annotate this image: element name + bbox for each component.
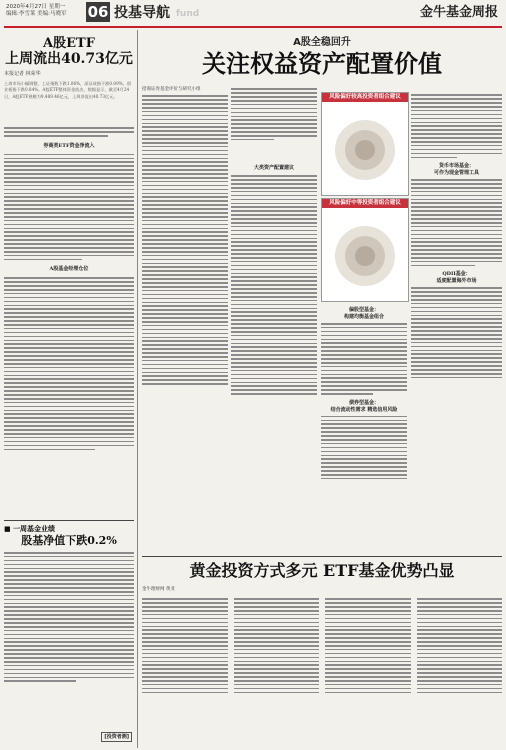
- subhead-money-market: 货币市场基金：: [438, 163, 474, 170]
- pie-ring-inner: [355, 246, 375, 266]
- subhead-bond: 债券型基金：: [348, 399, 379, 406]
- bottom-byline: 金牛理财网 黄亚: [142, 587, 175, 592]
- bottom-col-2: [234, 596, 320, 696]
- left-text-block-1: [4, 127, 134, 136]
- weekly-title: 股基净值下跌0.2%: [21, 534, 117, 547]
- weekly-kicker-text: 一周基金业绩: [13, 525, 56, 533]
- left-subhead-2: A股基金经理仓位: [49, 266, 89, 273]
- editors-text: 编辑:李雪莱 美编:马晓军: [6, 11, 67, 17]
- main-kicker: A股全稳回升: [293, 37, 351, 48]
- chart-high-risk-title: 风险偏好较高投资者组合建议: [322, 93, 408, 102]
- section-english: fund: [176, 9, 200, 19]
- date-text: 2020年4月27日 星期一: [6, 4, 66, 10]
- bottom-headline: 黄金投资方式多元 ETF基金优势凸显: [189, 561, 455, 580]
- main-headline-block: [142, 36, 502, 79]
- weekly-performance-article: [4, 524, 134, 746]
- weekly-footer-box: [投资者测]: [101, 732, 132, 742]
- bottom-columns: [142, 596, 502, 696]
- left-title-1: A股ETF: [43, 36, 95, 51]
- subhead-equity: 偏股型基金：: [348, 307, 379, 313]
- left-text-block-2: [4, 154, 134, 261]
- subhead-equity-2: 构建均衡基金组合: [343, 314, 384, 320]
- chart-mid-risk-title: 风险偏好中等投资者组合建议: [322, 199, 408, 208]
- main-col-1: [142, 86, 228, 551]
- main-col-3: [321, 304, 407, 552]
- chart-mid-risk: [321, 198, 409, 302]
- bottom-col-4: [417, 596, 503, 696]
- left-subhead-1: 券商类ETF资金净流入: [43, 142, 95, 149]
- subhead-bond-2: 结合流动性需求 精选信用风险: [330, 406, 398, 413]
- chart-high-risk-pie: [322, 102, 408, 194]
- masthead: 金牛基金周报: [419, 5, 498, 20]
- left-intro: 上周市场小幅调整，上证指数下跌1.06%，深证成指下跌0.09%，创业板指下跌0.84%。A股ETF整体资金流出，数据显示，截至4月24日，A股ETF规模为9,489.46亿元，上周净流出40.73亿元。: [4, 81, 132, 99]
- left-title-2: 上周流出40.73亿元: [5, 51, 133, 67]
- main-col-2: [231, 86, 317, 551]
- bottom-article: [142, 560, 502, 746]
- section-title: 投基导航: [114, 5, 170, 21]
- bottom-article-rule: [142, 556, 502, 557]
- subhead-qdii: QDII基金：: [442, 271, 471, 278]
- column-divider: [137, 30, 138, 748]
- subhead-money-market-2: 可作为现金管理工具: [433, 170, 479, 177]
- left-article: [4, 30, 134, 560]
- issue-date: [6, 4, 66, 18]
- page-number: 06: [87, 3, 109, 21]
- chart-high-risk: [321, 92, 409, 196]
- left-section-rule: [4, 520, 134, 521]
- pie-ring-inner: [355, 140, 375, 160]
- main-headline: 关注权益资产配置价值: [202, 49, 442, 78]
- chart-mid-risk-pie: [322, 208, 408, 300]
- weekly-text-block: [4, 552, 134, 682]
- subhead-qdii-2: 适度配置海外市场: [436, 278, 477, 285]
- bottom-col-3: [325, 596, 411, 696]
- left-text-block-3: [4, 277, 134, 450]
- main-col-4: [411, 92, 502, 552]
- main-byline: 招商证券基金评价与研究小组: [142, 87, 201, 92]
- main-subhead-asset-allocation: 大类资产配置建议: [253, 165, 294, 172]
- weekly-kicker: ■ 一周基金业绩: [4, 525, 56, 533]
- bottom-col-1: [142, 596, 228, 696]
- left-byline: 本报记者 林荣华: [4, 71, 41, 77]
